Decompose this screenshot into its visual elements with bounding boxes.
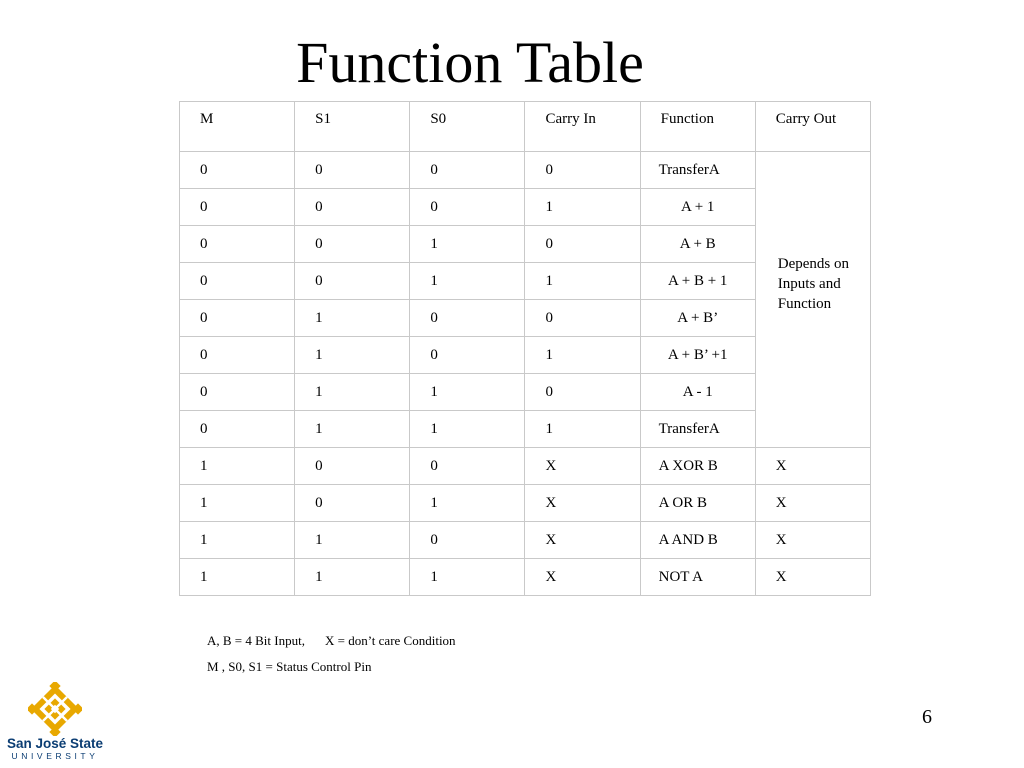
cell-carry-in: 1 xyxy=(525,263,640,300)
cell-s1: 0 xyxy=(295,448,410,485)
cell-function: A AND B xyxy=(640,522,755,559)
cell-function: NOT A xyxy=(640,559,755,596)
function-table xyxy=(179,101,871,596)
cell-function: A + B xyxy=(640,226,755,263)
cell-carry-out: X xyxy=(755,522,870,559)
cell-s1: 0 xyxy=(295,485,410,522)
university-logo xyxy=(6,682,104,766)
cell-s0: 1 xyxy=(410,411,525,448)
cell-s1: 0 xyxy=(295,152,410,189)
cell-function: TransferA xyxy=(640,411,755,448)
cell-carry-in: 1 xyxy=(525,411,640,448)
cell-carry-out: X xyxy=(755,559,870,596)
cell-s1: 1 xyxy=(295,300,410,337)
cell-m: 1 xyxy=(180,485,295,522)
cell-carry-in: X xyxy=(525,448,640,485)
header-function: Function xyxy=(640,102,755,152)
cell-s0: 1 xyxy=(410,263,525,300)
cell-s0: 0 xyxy=(410,522,525,559)
cell-function: A XOR B xyxy=(640,448,755,485)
cell-s1: 0 xyxy=(295,189,410,226)
cell-function: A + B’ xyxy=(640,300,755,337)
cell-m: 1 xyxy=(180,448,295,485)
table-row xyxy=(180,559,871,596)
note-line-inputs xyxy=(207,628,456,654)
cell-m: 0 xyxy=(180,152,295,189)
cell-s0: 0 xyxy=(410,152,525,189)
cell-carry-in: X xyxy=(525,485,640,522)
cell-function: A + B + 1 xyxy=(640,263,755,300)
cell-m: 1 xyxy=(180,559,295,596)
sjsu-seal-icon xyxy=(28,682,82,736)
table-row xyxy=(180,485,871,522)
cell-carry-in: 0 xyxy=(525,300,640,337)
cell-m: 0 xyxy=(180,189,295,226)
cell-s1: 0 xyxy=(295,263,410,300)
cell-function: A OR B xyxy=(640,485,755,522)
cell-carry-in: 0 xyxy=(525,152,640,189)
cell-m: 0 xyxy=(180,411,295,448)
cell-function: A + 1 xyxy=(640,189,755,226)
table-header-row xyxy=(180,102,871,152)
cell-s0: 1 xyxy=(410,374,525,411)
cell-s1: 1 xyxy=(295,559,410,596)
table-row xyxy=(180,448,871,485)
cell-carry-in: 0 xyxy=(525,374,640,411)
cell-function: A + B’ +1 xyxy=(640,337,755,374)
cell-s0: 0 xyxy=(410,448,525,485)
note-dont-care: X = don’t care Condition xyxy=(324,633,456,648)
note-inputs: A, B = 4 Bit Input, xyxy=(207,633,305,648)
header-carry-in: Carry In xyxy=(525,102,640,152)
slide-title: Function Table xyxy=(296,30,644,95)
cell-s0: 1 xyxy=(410,226,525,263)
cell-s0: 0 xyxy=(410,337,525,374)
cell-m: 0 xyxy=(180,337,295,374)
cell-m: 0 xyxy=(180,374,295,411)
cell-carry-in: 1 xyxy=(525,337,640,374)
cell-s1: 1 xyxy=(295,337,410,374)
note-line-status: M , S0, S1 = Status Control Pin xyxy=(207,659,372,674)
cell-carry-in: X xyxy=(525,522,640,559)
cell-m: 0 xyxy=(180,226,295,263)
cell-s1: 1 xyxy=(295,522,410,559)
page-number: 6 xyxy=(922,706,932,728)
cell-m: 0 xyxy=(180,263,295,300)
header-m: M xyxy=(180,102,295,152)
cell-carry-in: 0 xyxy=(525,226,640,263)
cell-m: 0 xyxy=(180,300,295,337)
cell-carry-out: X xyxy=(755,448,870,485)
university-name: San José State xyxy=(6,736,104,751)
table-notes xyxy=(207,628,456,680)
cell-s0: 0 xyxy=(410,300,525,337)
cell-s0: 1 xyxy=(410,485,525,522)
header-s0: S0 xyxy=(410,102,525,152)
cell-s1: 0 xyxy=(295,226,410,263)
cell-m: 1 xyxy=(180,522,295,559)
table-row xyxy=(180,522,871,559)
table-row xyxy=(180,152,871,189)
university-subtitle: UNIVERSITY xyxy=(11,751,99,761)
cell-carry-out: X xyxy=(755,485,870,522)
header-carry-out: Carry Out xyxy=(755,102,870,152)
cell-s0: 0 xyxy=(410,189,525,226)
cell-s1: 1 xyxy=(295,411,410,448)
header-s1: S1 xyxy=(295,102,410,152)
cell-carry-in: X xyxy=(525,559,640,596)
cell-function: A - 1 xyxy=(640,374,755,411)
cell-s1: 1 xyxy=(295,374,410,411)
cell-function: TransferA xyxy=(640,152,755,189)
carry-out-merged-cell: Depends on Inputs and Function xyxy=(755,152,870,448)
cell-carry-in: 1 xyxy=(525,189,640,226)
cell-s0: 1 xyxy=(410,559,525,596)
